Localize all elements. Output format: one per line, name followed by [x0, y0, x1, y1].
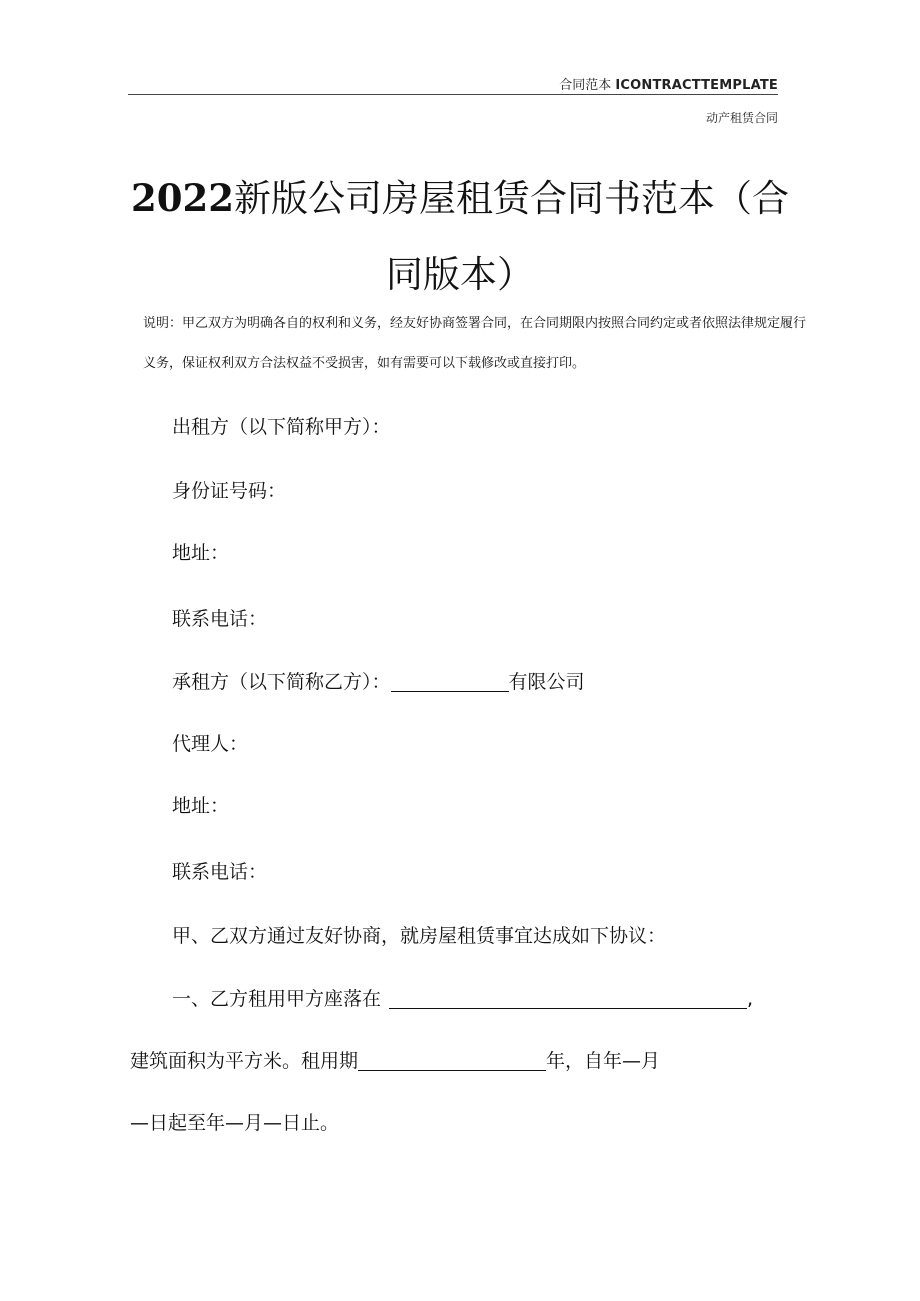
- location-blank[interactable]: [389, 988, 747, 1009]
- id-number-line: 身份证号码：: [172, 480, 287, 502]
- title-text: 新版公司房屋租赁合同书范本（合同版本）: [233, 177, 789, 296]
- header-label-cn: 合同范本: [559, 78, 616, 93]
- phone-line-lessee: 联系电话：: [172, 861, 268, 883]
- lessee-suffix: 有限公司: [508, 671, 585, 693]
- agreement-line: 甲、乙双方通过友好协商，就房屋租赁事宜达成如下协议：: [172, 925, 667, 947]
- phone-line-lessor: 联系电话：: [172, 608, 268, 630]
- area-suffix: 年，自年—月: [546, 1050, 661, 1072]
- clause-1-comma: ,: [747, 988, 754, 1010]
- header-label: [559, 74, 778, 93]
- header-label-en: ICONTRACTTEMPLATE: [615, 78, 778, 93]
- lessee-label: 承租方（以下简称乙方）：: [172, 671, 391, 693]
- period-line: —日起至年—月—日止。: [130, 1112, 340, 1134]
- address-line-lessee: 地址：: [172, 795, 230, 817]
- lessor-line: 出租方（以下简称甲方）：: [172, 416, 391, 438]
- clause-1-text: 一、乙方租用甲方座落在: [172, 988, 382, 1010]
- title-year: 2022: [131, 176, 234, 220]
- document-title: [120, 160, 800, 313]
- area-line: [130, 1046, 660, 1073]
- lessee-line: [172, 667, 585, 694]
- clause-1-line: [172, 984, 753, 1011]
- term-blank[interactable]: [358, 1050, 546, 1071]
- area-text: 建筑面积为平方米。租用期: [130, 1050, 359, 1072]
- description-note: 说明：甲乙双方为明确各自的权利和义务，经友好协商签署合同，在合同期限内按照合同约定或者依照法律规定履行义务，保证权利双方合法权益不受损害，如有需要可以下载修改或直接打印。: [143, 316, 807, 371]
- address-line-lessor: 地址：: [172, 542, 230, 564]
- lessee-blank[interactable]: [391, 671, 509, 692]
- header-rule: [128, 94, 778, 95]
- agent-line: 代理人：: [172, 733, 249, 755]
- header-category: 动产租赁合同: [705, 111, 778, 125]
